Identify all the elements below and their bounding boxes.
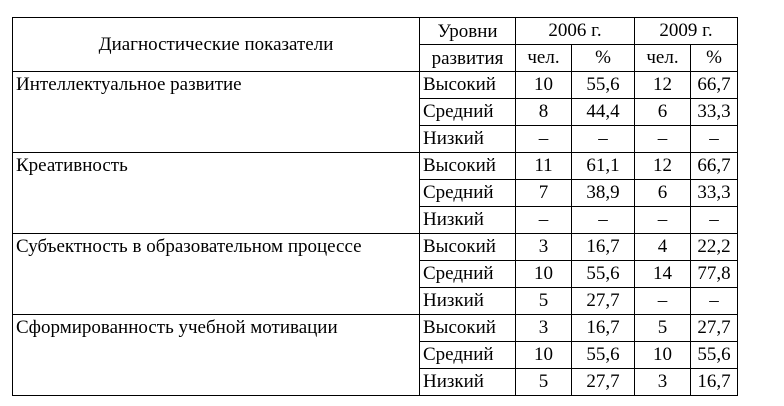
level-cell: Низкий [420,369,516,396]
header-row-1 [13,18,738,45]
percent-2006: – [572,126,635,153]
header-year-2009: 2009 г. [635,18,738,45]
count-2009: 3 [635,369,691,396]
level-cell: Низкий [420,288,516,315]
table-header [13,18,738,72]
count-2009: 12 [635,153,691,180]
percent-2006: 27,7 [572,369,635,396]
level-cell: Средний [420,99,516,126]
diagnostics-table [12,17,738,396]
table-row [13,315,738,342]
count-2006: 5 [516,288,572,315]
count-2006: 8 [516,99,572,126]
percent-2009: 16,7 [691,369,738,396]
percent-2009: 27,7 [691,315,738,342]
level-cell: Средний [420,180,516,207]
percent-2006: 55,6 [572,72,635,99]
level-cell: Низкий [420,207,516,234]
table-row [13,72,738,99]
indicator-subjectivity: Субъектность в образовательном процессе [13,234,420,315]
header-percent-2009: % [691,45,738,72]
percent-2009: 77,8 [691,261,738,288]
percent-2009: 33,3 [691,99,738,126]
count-2009: 4 [635,234,691,261]
count-2009: – [635,288,691,315]
indicator-motivation: Сформированность учебной мотивации [13,315,420,396]
header-percent-2006: % [572,45,635,72]
header-levels-line1: Уровни [420,18,516,45]
count-2006: 10 [516,72,572,99]
percent-2009: – [691,207,738,234]
percent-2009: 66,7 [691,153,738,180]
percent-2006: 61,1 [572,153,635,180]
level-cell: Высокий [420,153,516,180]
header-levels-line2: развития [420,45,516,72]
level-cell: Низкий [420,126,516,153]
percent-2006: 16,7 [572,315,635,342]
count-2009: 6 [635,99,691,126]
count-2006: – [516,126,572,153]
count-2006: 3 [516,315,572,342]
table-row [13,153,738,180]
level-cell: Средний [420,261,516,288]
percent-2006: 38,9 [572,180,635,207]
table-body [13,72,738,396]
count-2006: 10 [516,342,572,369]
percent-2009: 66,7 [691,72,738,99]
header-people-2006: чел. [516,45,572,72]
level-cell: Высокий [420,234,516,261]
count-2009: 14 [635,261,691,288]
header-year-2006: 2006 г. [516,18,635,45]
header-indicators: Диагностические показатели [13,18,420,72]
table-row [13,234,738,261]
percent-2009: 22,2 [691,234,738,261]
count-2009: 6 [635,180,691,207]
indicator-intellectual: Интеллектуальное развитие [13,72,420,153]
percent-2006: 44,4 [572,99,635,126]
count-2009: – [635,126,691,153]
count-2006: 10 [516,261,572,288]
indicator-creativity: Креативность [13,153,420,234]
percent-2009: – [691,126,738,153]
percent-2009: 55,6 [691,342,738,369]
percent-2006: 55,6 [572,342,635,369]
count-2006: 3 [516,234,572,261]
percent-2009: 33,3 [691,180,738,207]
percent-2009: – [691,288,738,315]
level-cell: Средний [420,342,516,369]
count-2006: 7 [516,180,572,207]
percent-2006: 27,7 [572,288,635,315]
level-cell: Высокий [420,315,516,342]
level-cell: Высокий [420,72,516,99]
count-2006: – [516,207,572,234]
count-2009: 10 [635,342,691,369]
count-2009: 12 [635,72,691,99]
header-people-2009: чел. [635,45,691,72]
count-2009: 5 [635,315,691,342]
percent-2006: – [572,207,635,234]
percent-2006: 55,6 [572,261,635,288]
count-2009: – [635,207,691,234]
count-2006: 5 [516,369,572,396]
percent-2006: 16,7 [572,234,635,261]
count-2006: 11 [516,153,572,180]
